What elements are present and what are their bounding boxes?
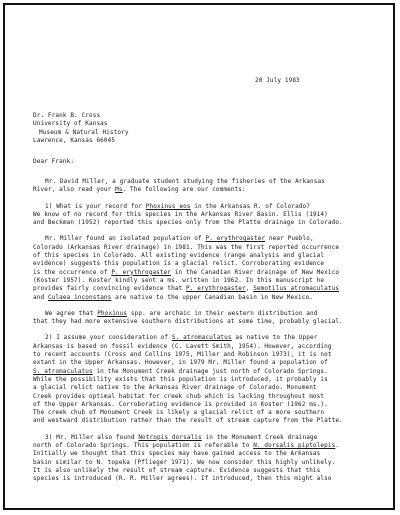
paragraph-line	[33, 393, 378, 401]
paragraph-line	[33, 450, 378, 458]
text-run: species is introduced (R. R. Miller agrees). If introduced, then this might also	[33, 475, 332, 483]
text-run: as native to the Upper	[231, 334, 318, 342]
species-name: P. erythrogaster	[205, 235, 266, 243]
paragraph-line	[33, 359, 378, 367]
text-run: 1) What is your record for	[45, 202, 146, 210]
text-run: .	[335, 442, 340, 450]
paragraph-line	[33, 260, 378, 268]
paragraph-line	[33, 269, 378, 277]
text-run: ,	[245, 285, 254, 293]
text-run: that they had more extensive southern distributions at some time, probably glacial.	[33, 318, 343, 326]
text-run: River, also read your	[33, 186, 116, 194]
text-run: in the Monument Creek drainage	[201, 433, 318, 441]
text-run: of the Upper Arkansas. Corroborating evidence is provided in Koster (1962 ms.).	[33, 400, 328, 408]
recipient-address	[33, 112, 129, 145]
recipient-institution: University of Kansas	[33, 120, 108, 128]
text-run: It is also unlikely the result of stream capture. Evidence suggests that this	[33, 466, 321, 474]
species-name: P. erythrogaster	[186, 285, 246, 293]
paragraph-intro	[33, 178, 378, 195]
paragraph-line	[33, 343, 378, 351]
text-run: Colorado (Arkansas River drainage) in 1981. This was the first reported occurrence	[33, 243, 340, 251]
paragraph-line	[33, 368, 378, 376]
text-run: Mr. Miller found an isolated population of	[45, 235, 206, 243]
text-run: Creek provides optimal habitat for creek chub which is lacking throughout most	[33, 392, 325, 400]
paragraph-line	[33, 186, 378, 194]
text-run: a glacial relict native to the Arkansas River drainage of Colorado. Monument	[33, 384, 317, 392]
text-run: provides fairly convincing evidence that	[33, 285, 187, 293]
species-name: Ms	[115, 186, 123, 194]
text-run: evidence) suggests this population is a glacial relict. Corroborating evidence	[33, 260, 325, 268]
paragraph-line	[33, 203, 378, 211]
paragraph-line	[33, 294, 378, 302]
paragraph-line	[33, 178, 378, 186]
recipient-name: Dr. Frank B. Cross	[33, 112, 101, 119]
text-run: north of Colorado Springs. This population is referable to	[33, 442, 254, 450]
text-run: We agree that	[45, 309, 98, 317]
paragraph-point-1b	[33, 235, 378, 301]
species-name: S. atromaculatus	[33, 367, 93, 375]
paragraph-line	[33, 442, 378, 450]
paragraph-line	[33, 211, 378, 219]
text-run: (Koster 1957). Koster kindly sent a ms. written in 1962. In this manuscript he	[33, 276, 325, 284]
paragraph-line	[33, 334, 378, 342]
paragraph-line	[33, 252, 378, 260]
paragraph-line	[33, 277, 378, 285]
paragraph-line	[33, 244, 378, 252]
paragraph-line	[33, 467, 378, 475]
letter-body	[33, 178, 378, 492]
text-run: in the Arkansas R. of Colorado?	[190, 202, 311, 210]
letter-date: 20 July 1983	[255, 77, 300, 84]
species-name: Phoxinus eos	[145, 202, 191, 210]
paragraph-line	[33, 285, 378, 293]
paragraph-line	[33, 434, 378, 442]
text-run: in the Monument Creek drainage just north of Colorado Springs.	[92, 367, 328, 375]
paragraph-line	[33, 384, 378, 392]
text-run: and westward distribution rather than the result of stream capture from the Platte.	[33, 417, 343, 425]
paragraph-point-2	[33, 334, 378, 425]
text-run: near Pueblo,	[265, 235, 314, 243]
text-run: and Beckman (1952) reported this species only from the Platte drainage in Colorado.	[33, 219, 343, 227]
text-run: While the possibility exists that this population is introduced, it probably is	[33, 375, 328, 383]
species-name: P. erythrogaster	[111, 268, 172, 276]
paragraph-line	[33, 475, 378, 483]
species-name: Culaea inconstans	[47, 293, 112, 301]
recipient-department: Museum & Natural History	[39, 128, 129, 136]
text-run: The creek chub of Monument Creek is likely a glacial relict of a more southern	[33, 409, 325, 417]
text-run: 3) Mr. Miller also found	[45, 433, 139, 441]
species-name: N. dorsalis piptolepis	[253, 442, 336, 450]
paragraph-line	[33, 417, 378, 425]
paragraph-line	[33, 459, 378, 467]
paragraph-line	[33, 219, 378, 227]
text-run: Initially we thought that this species may have gained access to the Arkansas	[33, 450, 321, 458]
text-run: basin similar to N. topeka (Pflieger 1971). We now consider this highly unlikely.	[33, 458, 336, 466]
paragraph-line	[33, 376, 378, 384]
paragraph-line	[33, 235, 378, 243]
text-run: Mr. David Miller, a graduate student studying the fisheries of the Arkansas	[45, 178, 325, 185]
species-name: Phoxinus	[97, 309, 128, 317]
salutation: Dear Frank:	[33, 158, 75, 165]
text-run: in the Canadian River drainage of New Mexico	[171, 268, 340, 276]
paragraph-point-1	[33, 203, 378, 228]
species-name: S. atromaculatus	[171, 334, 232, 342]
paragraph-line	[33, 318, 378, 326]
recipient-city: Lawrence, Kansas 66045	[33, 136, 116, 144]
text-run: 2) I assume your consideration of	[45, 334, 172, 342]
text-run: are native to the upper Canadian basin in New Mexico.	[111, 293, 313, 301]
paragraph-line	[33, 351, 378, 359]
text-run: is the occurrence of	[33, 268, 112, 276]
text-run: extant in the Upper Arkansas. However, in 1979 Mr. Miller found a population of	[33, 359, 328, 367]
paragraph-line	[33, 401, 378, 409]
species-name: Notropis dorsalis	[138, 433, 202, 441]
paragraph-point-1c	[33, 310, 378, 327]
paragraph-line	[33, 409, 378, 417]
text-run: Arkansas is based on fossil evidence (C. Lavett Smith, 1954). However, according	[33, 342, 332, 350]
paragraph-line	[33, 310, 378, 318]
text-run: . The following are our comments:	[122, 186, 246, 194]
text-run: to recent accounts (Cross and Collins 1975, Miller and Robinson 1973), it is not	[33, 351, 332, 359]
text-run: spp. are archaic in their western distribution and	[127, 309, 318, 317]
species-name: Semotilus atromaculatus	[253, 285, 340, 293]
text-run: and	[33, 293, 48, 301]
text-run: of this species in Colorado. All existing evidence (range analysis and glacial	[33, 252, 325, 260]
text-run: We know of no record for this species in the Arkansas River Basin. Ellis (1914)	[33, 210, 328, 218]
paragraph-point-3	[33, 434, 378, 484]
